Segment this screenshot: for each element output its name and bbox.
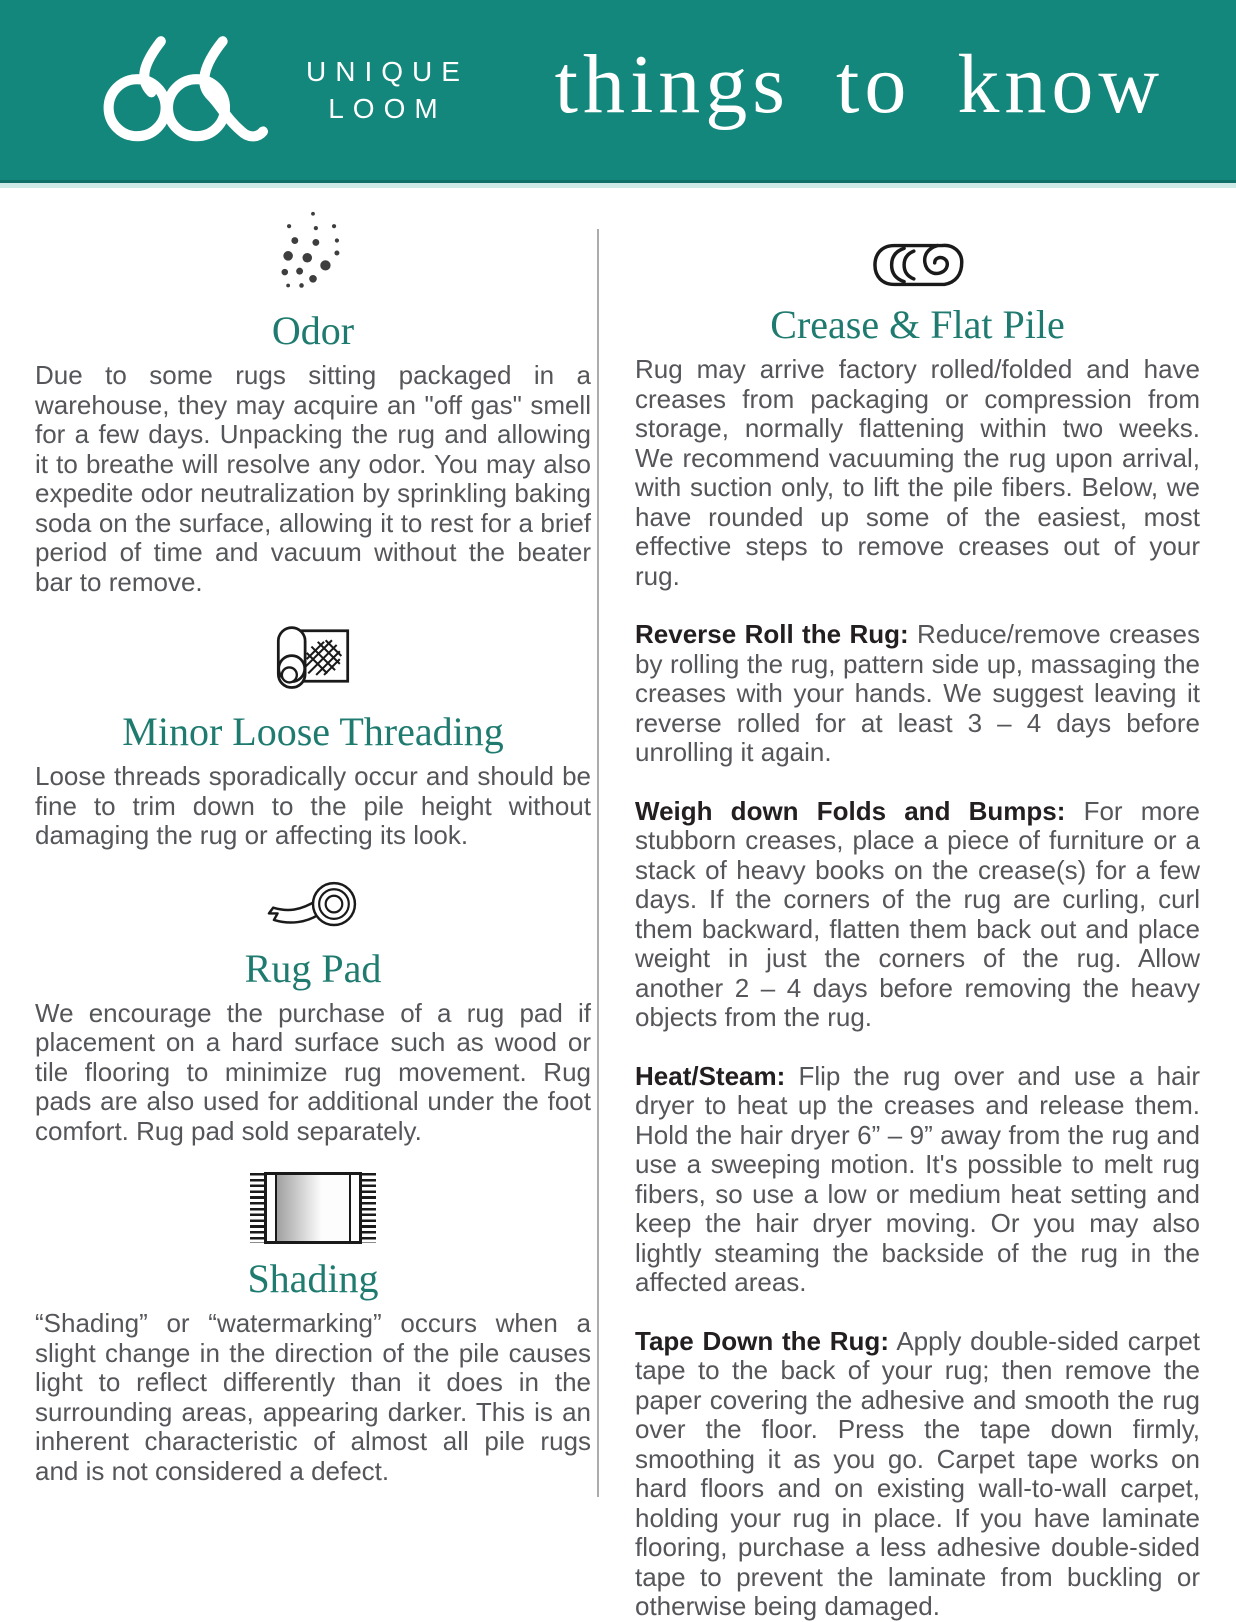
section-heading: Crease & Flat Pile: [770, 302, 1065, 347]
unique-loom-logo-icon: [92, 34, 282, 147]
section-heading: Odor: [271, 308, 355, 353]
section-body-text: We encourage the purchase of a rug pad if placement on a hard surface such as wood or tile flooring to minimize rug movement. Rug pads are also used for additional under the foot comfort. Rug pad sold separately.: [35, 997, 591, 1146]
section-body-text: “Shading” or “watermarking” occurs when a slight change in the direction of the pile causes light to reflect differently than it does in the surrounding areas, appearing darker. This is an inherent characteristic of almost all pile rugs and is not considered a defect.: [35, 1308, 591, 1486]
tip-tape-down: [635, 1327, 1200, 1622]
section-body-text: Due to some rugs sitting packaged in a warehouse, they may acquire an "off gas" smell for a few days. Unpacking the rug and allowing it to breathe will resolve any odor. You may also expedite odor neutralization by sprinkling baking soda on the surface, allowing it to rest for a brief period of time and vacuum without the beater bar to remove.: [35, 360, 591, 597]
tip-text: For more stubborn creases, place a piece of furniture or a stack of heavy books on the crease(s) for a few days. If the corners of the rug are curling, curl them backward, flatten them back out and place weight in just the corners of the rug. Allow another 2 – 4 days before removing the heavy objects from the rug.: [635, 795, 1200, 1032]
section-icon-row: [635, 240, 1200, 290]
right-column: [635, 202, 1201, 1621]
rolled-rug-side-icon: [869, 240, 967, 290]
section-heading: Shading: [247, 1256, 379, 1301]
section-body-text: Loose threads sporadically occur and should be fine to trim down to the pile height without damaging the rug or affecting its look.: [35, 761, 591, 850]
section-heading: Minor Loose Threading: [122, 709, 504, 754]
section-shading: [35, 1172, 591, 1486]
brand-block: [92, 34, 469, 147]
section-rug-pad: [35, 877, 591, 1147]
section-intro-text: Rug may arrive factory rolled/folded and have creases from packaging or compression from storage, normally flattening within two weeks. We recommend vacuuming the rug upon arrival, with suction only, to lift the pile fibers. Below, we have rounded up some of the easiest, most effective steps to remove creases out of your rug.: [635, 354, 1200, 591]
section-icon-row: [35, 615, 591, 697]
section-crease-flat-pile: [635, 240, 1200, 1622]
brand-name-line2: LOOM: [328, 93, 447, 124]
rug-fringe-right: [362, 1173, 376, 1243]
section-icon-row: [35, 877, 591, 934]
page-title: things to know: [554, 38, 1164, 131]
header-banner: [0, 0, 1236, 183]
rug-pad-roll-icon: [266, 877, 360, 934]
section-heading: Rug Pad: [244, 945, 382, 991]
section-icon-row: [35, 1172, 591, 1244]
rolled-rug-corner-icon: [272, 615, 354, 697]
section-icon-row: [35, 208, 591, 296]
tip-label: Reverse Roll the Rug:: [635, 619, 909, 649]
tip-label: Weigh down Folds and Bumps:: [635, 795, 1066, 826]
tip-reverse-roll: [635, 620, 1200, 768]
rug-fringe-left: [250, 1173, 264, 1243]
shaded-rug-icon: [250, 1172, 376, 1244]
column-divider: [597, 229, 599, 1497]
section-minor-loose-threading: [35, 615, 591, 851]
left-column: [35, 202, 591, 1497]
brand-name: [306, 53, 469, 127]
tip-label: Heat/Steam:: [635, 1060, 786, 1091]
tip-weigh-down: [635, 797, 1200, 1033]
odor-dots-icon: [280, 208, 346, 296]
content-area: [0, 188, 1236, 1621]
tip-text: Reduce/remove creases by rolling the rug, pattern side up, massaging the creases with your hands. We suggest leaving it reverse rolled for at least 3 – 4 days before unrolling it again.: [635, 619, 1200, 767]
tip-text: Flip the rug over and use a hair dryer to heat up the creases and release them. Hold the hair dryer 6” – 9” away from the rug and use a sweeping motion. It's possible to melt rug fibers, so use a low or medium heat setting and keep the hair dryer moving. Or you may also lightly steaming the backside of the rug in the affected areas.: [635, 1060, 1201, 1297]
brand-name-line1: UNIQUE: [306, 56, 469, 87]
tip-heat-steam: [635, 1062, 1200, 1298]
rug-field: [264, 1172, 362, 1244]
tip-label: Tape Down the Rug:: [635, 1325, 889, 1356]
tip-text: Apply double-sided carpet tape to the back of your rug; then remove the paper covering the adhesive and smooth the rug over the floor. Press the tape down firmly, smoothing it as you go. Carpet tape works on hard floors and on existing wall-to-wall carpet, holding your rug in place. If you have laminate flooring, purchase a less adhesive double-sided tape to prevent the laminate from buckling or otherwise being damaged.: [635, 1325, 1201, 1621]
section-odor: [35, 208, 591, 597]
